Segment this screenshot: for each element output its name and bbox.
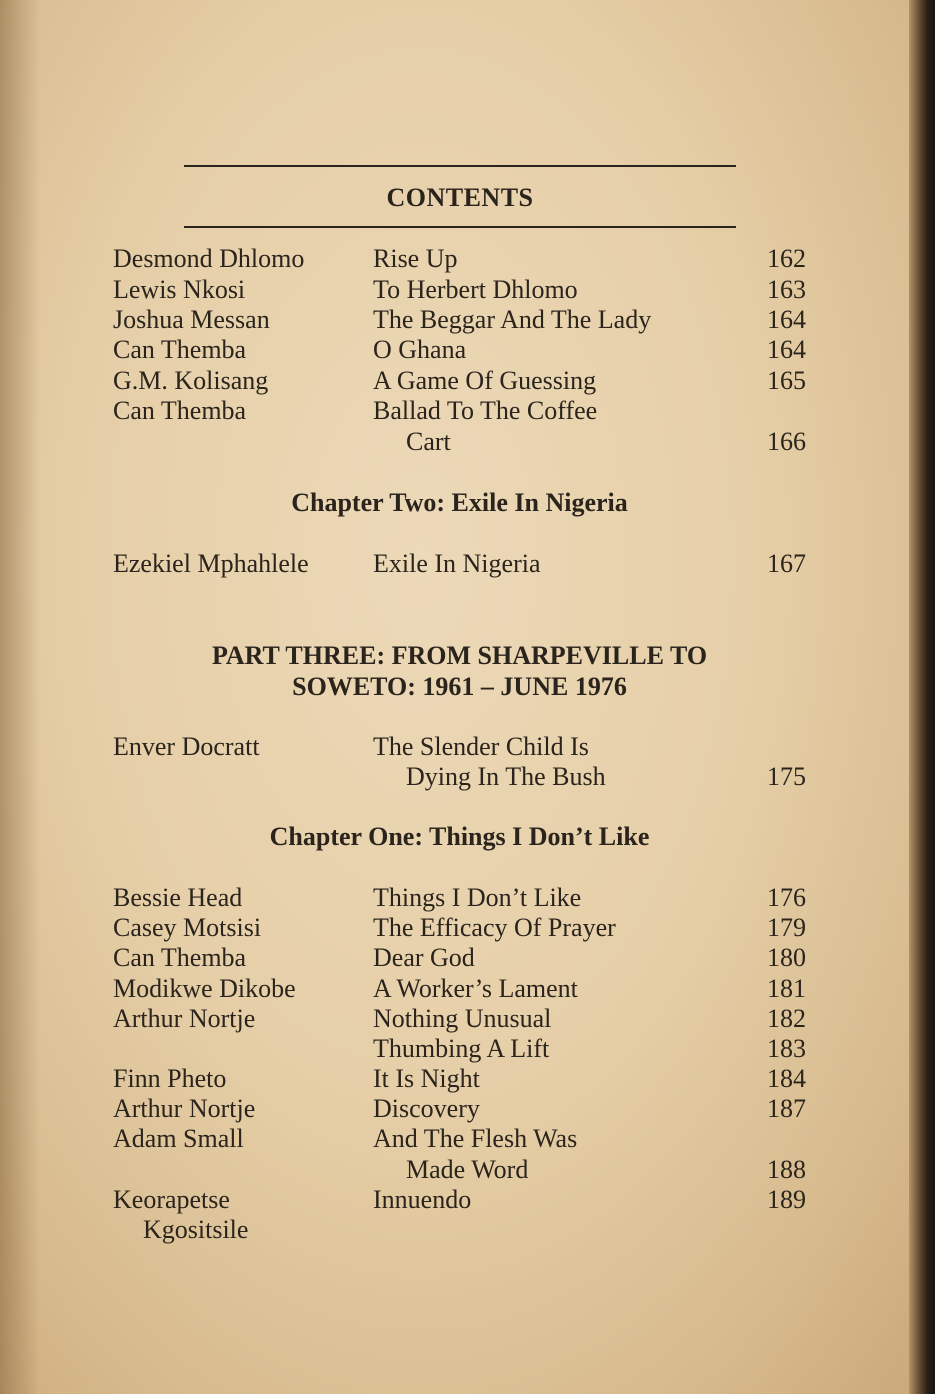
entry-author: Can Themba <box>113 335 247 364</box>
entry-author: Keorapetse <box>113 1185 230 1214</box>
entry-author: Casey Motsisi <box>113 913 262 942</box>
entry-title: Thumbing A Lift <box>373 1034 550 1063</box>
entry-author: Modikwe Dikobe <box>113 974 296 1003</box>
entry-title: Exile In Nigeria <box>373 549 541 578</box>
entry-author: Lewis Nkosi <box>113 275 246 304</box>
part-heading-line-2: SOWETO: 1961 – JUNE 1976 <box>292 672 627 701</box>
entry-page: 166 <box>767 427 806 456</box>
entry-page: 181 <box>767 974 806 1003</box>
entry-title: The Slender Child Is <box>373 732 589 761</box>
entry-author: Can Themba <box>113 943 247 972</box>
entry-page: 163 <box>767 275 806 304</box>
entry-page: 167 <box>767 549 806 578</box>
entry-author: Can Themba <box>113 396 247 425</box>
entry-author: G.M. Kolisang <box>113 366 269 395</box>
entry-title: Innuendo <box>373 1185 472 1214</box>
entry-title: Dear God <box>373 943 475 972</box>
entry-author: Enver Docratt <box>113 732 260 761</box>
entry-page: 179 <box>767 913 806 942</box>
entry-author: Ezekiel Mphahlele <box>113 549 309 578</box>
entry-title: The Beggar And The Lady <box>373 305 652 334</box>
entry-page: 165 <box>767 366 806 395</box>
entry-title-continued: Cart <box>406 427 451 456</box>
entry-page: 180 <box>767 943 806 972</box>
entry-title: The Efficacy Of Prayer <box>373 913 616 942</box>
entry-title: And The Flesh Was <box>373 1124 578 1153</box>
entry-author: Bessie Head <box>113 883 243 912</box>
entry-title-continued: Made Word <box>406 1155 529 1184</box>
entry-page: 188 <box>767 1155 806 1184</box>
book-edge <box>909 0 935 1394</box>
entry-author: Finn Pheto <box>113 1064 227 1093</box>
entry-title: Discovery <box>373 1094 480 1123</box>
entry-title: Things I Don’t Like <box>373 883 582 912</box>
title-rule <box>184 226 736 228</box>
entry-page: 164 <box>767 335 806 364</box>
chapter-heading: Chapter One: Things I Don’t Like <box>269 822 650 851</box>
entry-title: Ballad To The Coffee <box>373 396 598 425</box>
contents-title: CONTENTS <box>386 183 534 212</box>
entry-author-continued: Kgositsile <box>143 1215 249 1244</box>
entry-page: 176 <box>767 883 806 912</box>
entry-title: It Is Night <box>373 1064 480 1093</box>
page-spine-shadow <box>0 0 40 1394</box>
entry-author: Desmond Dhlomo <box>113 244 305 273</box>
entry-author: Arthur Nortje <box>113 1094 256 1123</box>
entry-title: O Ghana <box>373 335 467 364</box>
entry-title: A Worker’s Lament <box>373 974 578 1003</box>
top-rule <box>184 165 736 167</box>
part-heading-line-1: PART THREE: FROM SHARPEVILLE TO <box>211 641 708 670</box>
entry-author: Joshua Messan <box>113 305 270 334</box>
entry-title: To Herbert Dhlomo <box>373 275 578 304</box>
entry-page: 189 <box>767 1185 806 1214</box>
entry-title: Nothing Unusual <box>373 1004 552 1033</box>
entry-title: Rise Up <box>373 244 458 273</box>
entry-title-continued: Dying In The Bush <box>406 762 606 791</box>
entry-author: Arthur Nortje <box>113 1004 256 1033</box>
entry-page: 184 <box>767 1064 806 1093</box>
entry-page: 175 <box>767 762 806 791</box>
entry-title: A Game Of Guessing <box>373 366 597 395</box>
entry-page: 187 <box>767 1094 806 1123</box>
entry-page: 182 <box>767 1004 806 1033</box>
entry-page: 164 <box>767 305 806 334</box>
entry-page: 162 <box>767 244 806 273</box>
entry-page: 183 <box>767 1034 806 1063</box>
chapter-heading: Chapter Two: Exile In Nigeria <box>291 488 628 517</box>
entry-author: Adam Small <box>113 1124 244 1153</box>
